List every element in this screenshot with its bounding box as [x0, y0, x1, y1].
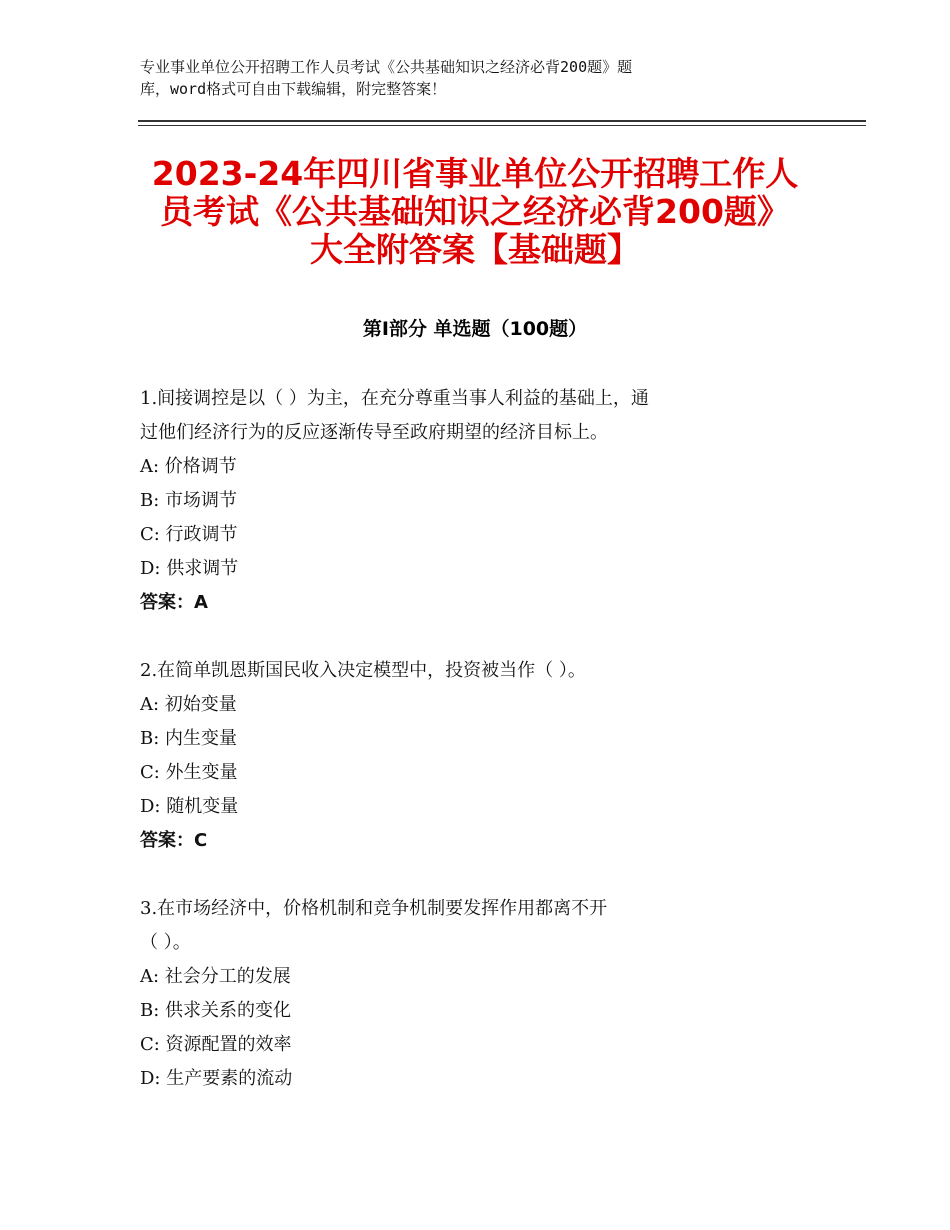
option-c: C: 行政调节 — [140, 524, 238, 545]
question-text: 1.间接调控是以（ ）为主，在充分尊重当事人利益的基础上，通 — [140, 388, 649, 409]
header-divider — [138, 120, 866, 122]
option-b: B: 供求关系的变化 — [140, 1000, 292, 1021]
option-d: D: 供求调节 — [140, 558, 239, 579]
question-text: 过他们经济行为的反应逐渐传导至政府期望的经济目标上。 — [140, 422, 608, 443]
option-d: D: 随机变量 — [140, 796, 239, 817]
title-line: 员考试《公共基础知识之经济必背200题》 — [160, 192, 790, 231]
question-text: （ ）。 — [140, 932, 191, 953]
question-text: 2.在简单凯恩斯国民收入决定模型中，投资被当作（ ）。 — [140, 660, 586, 681]
document-title — [100, 155, 850, 269]
option-b: B: 市场调节 — [140, 490, 238, 511]
option-a: A: 价格调节 — [140, 456, 237, 477]
title-line: 大全附答案【基础题】 — [310, 230, 640, 269]
header-note — [140, 56, 790, 100]
question-3 — [140, 892, 820, 1096]
question-text: 3.在市场经济中，价格机制和竞争机制要发挥作用都离不开 — [140, 898, 608, 919]
answer: 答案：C — [140, 830, 208, 851]
header-note-line: 库，word格式可自由下载编辑，附完整答案！ — [140, 80, 447, 98]
option-c: C: 资源配置的效率 — [140, 1034, 292, 1055]
option-c: C: 外生变量 — [140, 762, 238, 783]
option-d: D: 生产要素的流动 — [140, 1068, 293, 1089]
question-list — [140, 382, 820, 1130]
question-1 — [140, 382, 820, 620]
question-2 — [140, 654, 820, 858]
option-b: B: 内生变量 — [140, 728, 238, 749]
section-title: 第Ⅰ部分 单选题（100题） — [362, 318, 588, 340]
header-note-line: 专业事业单位公开招聘工作人员考试《公共基础知识之经济必背200题》题 — [140, 58, 633, 76]
option-a: A: 社会分工的发展 — [140, 966, 291, 987]
title-line: 2023-24年四川省事业单位公开招聘工作人 — [151, 154, 799, 193]
option-a: A: 初始变量 — [140, 694, 237, 715]
header-divider-thin — [138, 125, 866, 126]
answer: 答案：A — [140, 592, 208, 613]
